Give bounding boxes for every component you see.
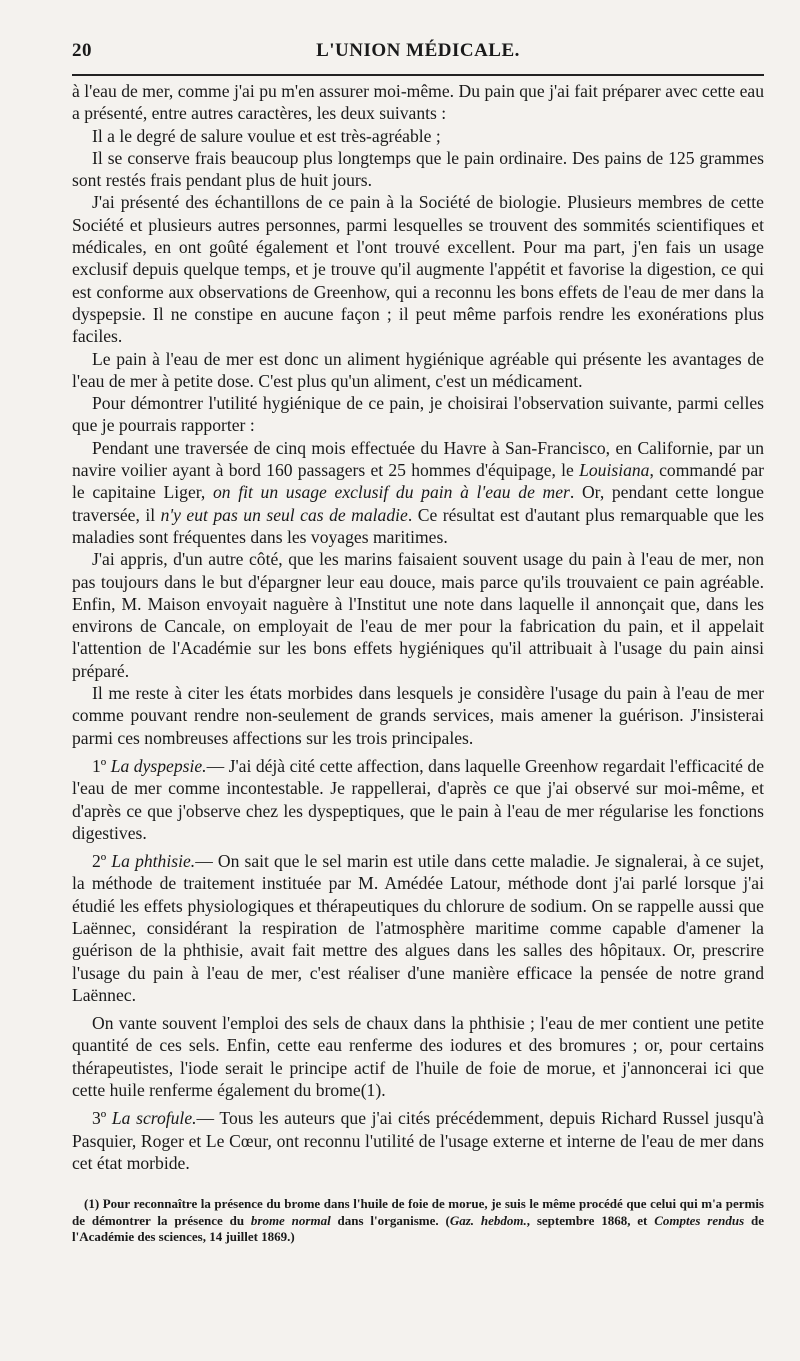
journal-page [72, 40, 764, 1246]
text-run: (1) Pour reconnaître la présence du brome dans l'huile de foie de morue, je suis le même procédé que celui qui m'a permis de démontrer la présence du [72, 1196, 764, 1228]
emphasis: on fit un usage exclusif du pain à l'eau de mer [212, 482, 570, 503]
emphasis: n'y eut pas un seul cas de maladie [160, 504, 408, 525]
footnote-text [72, 1196, 764, 1246]
paragraph: J'ai appris, d'un autre côté, que les marins faisaient souvent usage du pain à l'eau de mer, non pas toujours dans le but d'épargner leur eau douce, mais parce qu'ils trouvaient ce pain agréable. Enfin, M. Maison envoyait naguère à l'Institut une note dans laquelle il annonçait que, dans les environs de Cancale, on employait de l'eau de mer pour la fabrication du pain, et il appelait l'attention de l'Académie sur les bons effets hygiéniques qu'il attribuait à l'usage du pain ainsi préparé. [72, 549, 764, 681]
section-text: — J'ai déjà cité cette affection, dans laquelle Greenhow regardait l'efficacité de l'eau de mer comme incontestable. Je rappellerai, d'après ce que j'ai observé sur moi-même, et d'après ce que j'observe chez les dyspeptiques, que le pain à l'eau de mer régularise les fonctions digestives. [72, 755, 765, 843]
header-rule [72, 74, 764, 76]
section-dyspepsie [72, 755, 764, 844]
citation-journal: Gaz. hebdom. [449, 1212, 527, 1228]
section-text: — On sait que le sel marin est utile dans cette maladie. Je signalerai, à ce sujet, la méthode de traitement instituée par M. Amédée Latour, méthode dont j'ai parlé lorsque j'ai étudié les effets physiologiques et thérapeutiques du chlorure de sodium. On se rappelle aussi que Laënnec, considérant la respiration de l'atmosphère maritime comme capable d'amener la guérison de la phthisie, avait fait mettre des algues dans les salles des hôpitaux. Or, prescrire l'usage du pain à l'eau de mer, c'est réaliser d'une manière efficace la pensée de notre grand Laënnec. [72, 851, 765, 1005]
paragraph: Il me reste à citer les états morbides dans lesquels je considère l'usage du pain à l'eau de mer comme pouvant rendre non-seulement de grands services, mais amener la guérison. J'insisterai parmi ces nombreuses affections sur les trois principales. [72, 683, 764, 748]
ship-name: Louisiana [579, 460, 650, 481]
section-heading: La scrofule. [111, 1108, 197, 1129]
section-number: 3º [92, 1108, 112, 1129]
paragraph: Le pain à l'eau de mer est donc un aliment hygiénique agréable qui présente les avantages de l'eau de mer à petite dose. C'est plus qu'un aliment, c'est un médicament. [72, 348, 764, 391]
running-header [72, 40, 764, 68]
article-body [72, 80, 764, 1174]
text-run: de l'Académie des sciences, 14 juillet 1869.) [72, 1212, 764, 1245]
paragraph: J'ai présenté des échantillons de ce pain à la Société de biologie. Plusieurs membres de cette Société et plusieurs autres personnes, parmi lesquelles se trouvent des sommités scientifiques et médicales, en ont goûté également et l'ont trouvé excellent. Pour ma part, j'en fais un usage exclusif depuis quelque temps, et je trouve qu'il augmente l'appétit et favorise la digestion, ce qui est conforme aux observations de Greenhow, qui a reconnu les bons effets de l'eau de mer dans la dyspepsie. Il ne constipe en aucune façon ; il peut même parfois rendre les exonérations plus faciles. [72, 192, 764, 347]
section-heading: La phthisie. [111, 851, 196, 872]
section-number: 1º [92, 755, 111, 776]
citation-journal: Comptes rendus [654, 1212, 745, 1228]
paragraph: Pour démontrer l'utilité hygiénique de ce pain, je choisirai l'observation suivante, parmi celles que je pourrais rapporter : [72, 393, 764, 436]
section-number: 2º [92, 851, 112, 872]
paragraph: On vante souvent l'emploi des sels de chaux dans la phthisie ; l'eau de mer contient une petite quantité de ces sels. Enfin, cette eau renferme des iodures et des bromures ; or, pour certains thérapeutistes, l'iode serait le principe actif de l'huile de foie de morue, et j'annoncerai ici que cette huile renferme également du brome(1). [72, 1013, 764, 1101]
section-scrofule [72, 1107, 764, 1174]
section-text: — Tous les auteurs que j'ai cités précédemment, depuis Richard Russel jusqu'à Pasquier, Roger et Le Cœur, ont reconnu l'utilité de l'usage externe et interne de l'eau de mer dans cet état morbide. [72, 1108, 764, 1173]
paragraph: Il a le degré de salure voulue et est très-agréable ; [92, 125, 441, 146]
section-heading: La dyspepsie. [110, 755, 207, 776]
text-run: , septembre 1868, et [526, 1212, 655, 1228]
journal-title: L'UNION MÉDICALE. [316, 40, 520, 61]
text-run: dans l'organisme. ( [330, 1212, 450, 1228]
paragraph: Il se conserve frais beaucoup plus longtemps que le pain ordinaire. Des pains de 125 grammes sont restés frais pendant plus de huit jours. [72, 147, 764, 191]
footnote [72, 1196, 764, 1246]
text-run: , commandé par le capitaine Liger, [72, 460, 764, 503]
emphasis: brome normal [250, 1212, 331, 1228]
page-number: 20 [72, 40, 92, 61]
text-run: . Ce résultat est d'autant plus remarquable que les maladies sont fréquentes dans les voyages maritimes. [72, 504, 764, 547]
paragraph: à l'eau de mer, comme j'ai pu m'en assurer moi-même. Du pain que j'ai fait préparer avec cette eau a présenté, entre autres caractères, les deux suivants : [72, 81, 764, 124]
text-run: . Or, pendant cette longue traversée, il [72, 482, 764, 525]
section-phthisie [72, 850, 764, 1006]
paragraph-observation [72, 437, 764, 548]
text-run: Pendant une traversée de cinq mois effectuée du Havre à San-Francisco, en Californie, par un navire voilier ayant à bord 160 passagers et 25 hommes d'équipage, le [72, 437, 764, 481]
